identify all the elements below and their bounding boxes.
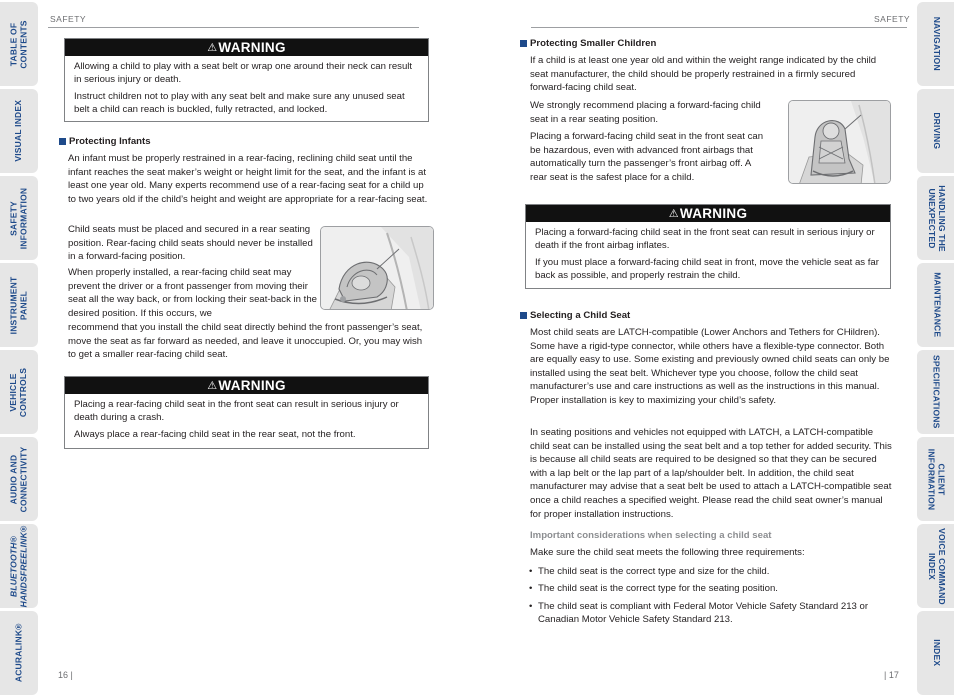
tab-navigation[interactable]: [917, 2, 954, 86]
warning-box: [64, 376, 429, 449]
warning-box: [64, 38, 429, 122]
header-rule: [48, 27, 419, 28]
tab-label: DRIVING: [931, 112, 942, 150]
subheading: Important considerations when selecting a child seat: [530, 530, 772, 541]
warning-triangle-icon: ⚠: [668, 208, 679, 220]
tab-audio-and-connectivity[interactable]: [0, 437, 38, 521]
page-header-label: SAFETY: [50, 14, 87, 24]
tab-label: SAFETY INFORMATION: [8, 187, 29, 249]
tab-label: INSTRUMENT PANEL: [8, 276, 29, 334]
page-number: | 17: [884, 670, 899, 680]
body-paragraph: An infant must be properly restrained in a rear-facing, reclining child seat until the infant reaches the seat maker’s weight or height limit for the seat, and the infant is at least one year old. Many experts recommend use of a rear-facing seat for a child up to two years old if the child’s height and weight are appropriate for a rear-facing seat.: [68, 153, 428, 205]
warning-text: Placing a forward-facing child seat in the front seat can result in serious injury or death if the front airbag inflates.: [535, 227, 875, 252]
section-square-icon: [520, 312, 527, 319]
tab-label: CLIENT INFORMATION: [927, 448, 947, 510]
section-heading: [59, 136, 151, 147]
tab-specifications[interactable]: [917, 350, 954, 434]
page-header-label: SAFETY: [874, 14, 911, 24]
tab-label: NAVIGATION: [931, 16, 942, 72]
tab-safety-information[interactable]: [0, 176, 38, 260]
warning-title-bar: [65, 39, 428, 56]
section-heading-text: Selecting a Child Seat: [530, 310, 631, 321]
tab-label: INDEX: [931, 639, 942, 667]
tab-maintenance[interactable]: [917, 263, 954, 347]
left-chapter-tabs: [0, 0, 38, 699]
tab-label: VOICE COMMAND INDEX: [927, 527, 947, 605]
warning-title: WARNING: [218, 40, 286, 55]
page-number: 16 |: [58, 670, 73, 680]
body-paragraph: If a child is at least one year old and within the weight range indicated by the child seat manufacturer, the child should be properly restrained in a firmly secured forward-facing child seat.: [530, 55, 877, 94]
body-paragraph: Make sure the child seat meets the following three requirements:: [530, 547, 805, 558]
tab-label: VEHICLE CONTROLS: [8, 367, 29, 417]
tab-visual-index[interactable]: [0, 89, 38, 173]
tab-label: BLUETOOTH® HANDSFREELINK®: [8, 525, 29, 607]
tab-vehicle-controls[interactable]: [0, 350, 38, 434]
list-item: • The child seat is the correct type and size for the child.: [529, 565, 891, 578]
warning-triangle-icon: ⚠: [207, 42, 218, 54]
warning-title: WARNING: [679, 206, 748, 221]
tab-label: HANDLING THE UNEXPECTED: [927, 184, 947, 252]
body-paragraph: In seating positions and vehicles not equipped with LATCH, a LATCH-compatible child seat can be installed using the seat belt and a top tether for added security. This is because all child seats are required to be designed so that they can be secured with a lap belt or the lap part of a lap/shoulder belt. In addition, the child seat manufacturer may advise that a seat belt be used to attach a LATCH-compatible seat once a child reaches a specified weight. Please read the child seat owner’s manual for proper installation instructions.: [530, 427, 892, 520]
tab-label: SPECIFICATIONS: [931, 355, 942, 429]
body-paragraph: We strongly recommend placing a forward-facing child seat in a rear seating position.: [530, 100, 761, 125]
section-heading: [520, 38, 656, 49]
tab-label: VISUAL INDEX: [13, 100, 24, 162]
warning-text: If you must place a forward-facing child seat in front, move the vehicle seat as far back as possible, and properly restrain the child.: [535, 256, 879, 282]
warning-triangle-icon: ⚠: [207, 380, 218, 392]
tab-label: ACURALINK®: [13, 623, 24, 683]
right-chapter-tabs: [917, 0, 954, 699]
section-heading: [520, 310, 630, 321]
list-item: • The child seat is the correct type for the seating position.: [529, 582, 891, 595]
tab-instrument-panel[interactable]: [0, 263, 38, 347]
warning-title-bar: [65, 377, 428, 394]
tab-driving[interactable]: [917, 89, 954, 173]
tab-index[interactable]: [917, 611, 954, 695]
warning-title: WARNING: [218, 378, 286, 393]
body-paragraph: recommend that you install the child seat directly behind the front passenger’s seat, move the seat as far forward as needed, and leave it unoccupied. Or, you may wish to get a smaller rear-facing child seat.: [68, 322, 423, 361]
forward-facing-child-seat-illustration: [788, 100, 891, 184]
section-square-icon: [520, 40, 527, 47]
tab-client-information[interactable]: [917, 437, 954, 521]
rear-facing-child-seat-illustration: [320, 226, 434, 310]
tab-table-of-contents[interactable]: [0, 2, 38, 86]
warning-text: Always place a rear-facing child seat in the rear seat, not the front.: [74, 428, 356, 440]
header-rule: [531, 27, 907, 28]
tab-voice-command-index[interactable]: [917, 524, 954, 608]
requirements-list: [529, 565, 891, 631]
tab-label: MAINTENANCE: [931, 272, 942, 338]
list-item: • The child seat is compliant with Federal Motor Vehicle Safety Standard 213 or Canadian Motor Vehicle Safety Standard 213.: [529, 600, 891, 627]
body-paragraph: When properly installed, a rear-facing child seat may prevent the driver or a front passenger from moving their seat all the way back, or from locking their seat-back in the desired position. If this occurs, we: [68, 267, 318, 319]
tab-label: AUDIO AND CONNECTIVITY: [8, 446, 28, 512]
warning-title-bar: [526, 205, 890, 222]
warning-text: Instruct children not to play with any seat belt and make sure any unused seat belt a child can reach is buckled, fully retracted, and locked.: [74, 90, 405, 116]
section-heading-text: Protecting Infants: [69, 136, 151, 147]
tab-handling-the-unexpected[interactable]: [917, 176, 954, 260]
warning-box: [525, 204, 891, 289]
section-square-icon: [59, 138, 66, 145]
warning-text: Allowing a child to play with a seat belt or wrap one around their neck can result in serious injury or death.: [74, 61, 413, 86]
tab-label: TABLE OF CONTENTS: [8, 19, 29, 69]
tab-acuralink[interactable]: [0, 611, 38, 695]
section-heading-text: Protecting Smaller Children: [530, 38, 657, 49]
body-paragraph: Child seats must be placed and secured in a rear seating position. Rear-facing child seats should never be installed in a forward-facing position.: [68, 224, 313, 263]
body-paragraph: Most child seats are LATCH-compatible (Lower Anchors and Tethers for CHildren). Some have a rigid-type connector, while others have a flexible-type connector. Both are equally easy to use. Some existing and previously owned child seats can only be installed using the seat belt. Whichever type you choose, follow the child seat manufacturer’s use and care instructions as well as the instructions in this manual. Proper installation is key to maximizing your child’s safety.: [530, 327, 890, 406]
tab-bluetooth-handsfreelink[interactable]: [0, 524, 38, 608]
body-paragraph: Placing a forward-facing child seat in the front seat can be hazardous, even with advanced front airbags that automatically turn the passenger’s front airbag off. A rear seat is the safest place for a child.: [530, 131, 764, 183]
warning-text: Placing a rear-facing child seat in the front seat can result in serious injury or death during a crash.: [74, 399, 399, 424]
